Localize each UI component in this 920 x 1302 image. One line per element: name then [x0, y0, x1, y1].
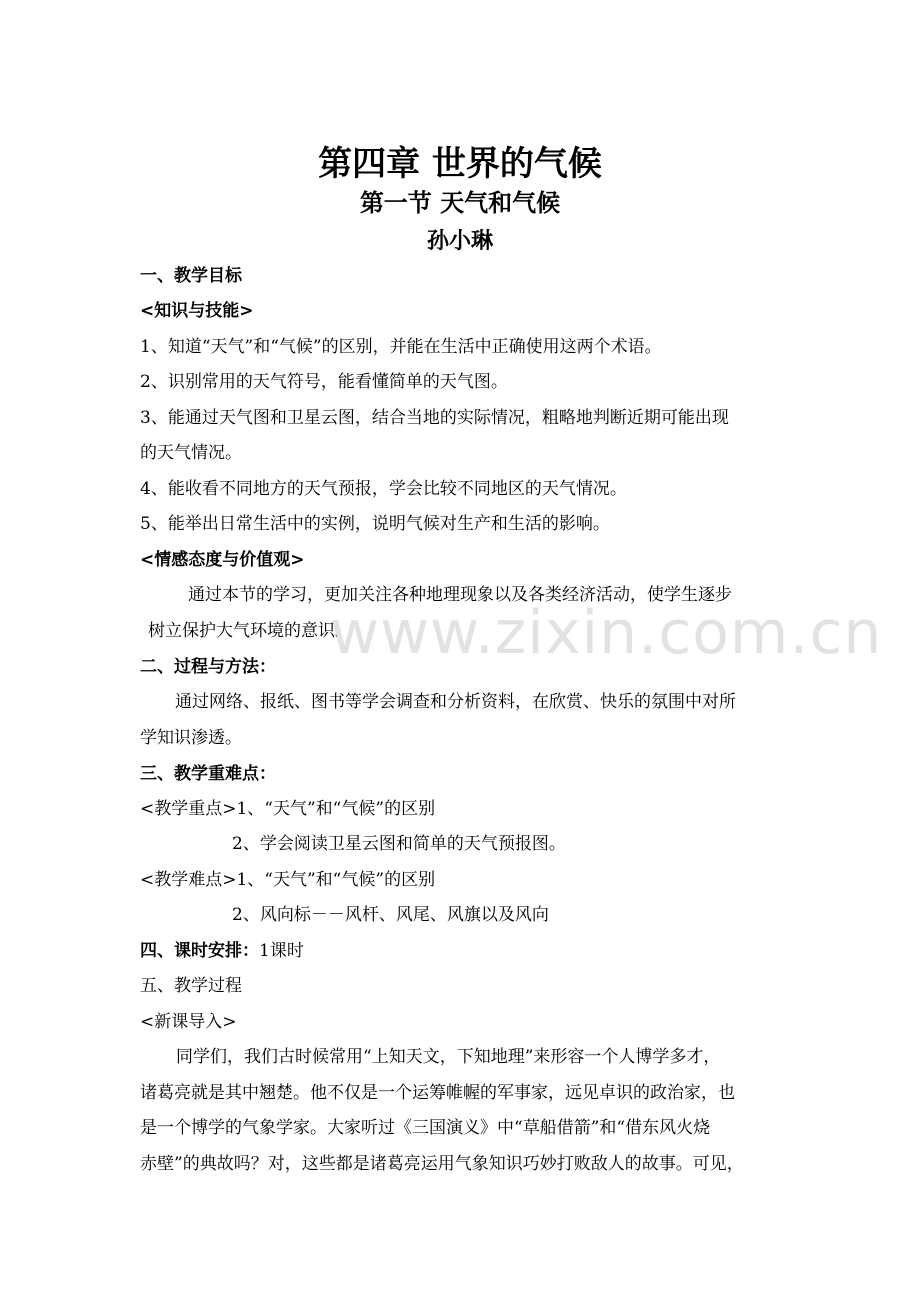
heading-teaching-process: 五、教学过程	[140, 976, 242, 996]
heading-knowledge-skills: <知识与技能>	[140, 301, 254, 321]
watermark: www.zixin.com.cn	[330, 598, 883, 668]
chapter-title: 第四章 世界的气候	[318, 144, 602, 184]
heading-class-hours: 四、课时安排：	[140, 941, 259, 961]
paragraph-line: 通过本节的学习，更加关注各种地理现象以及各类经济活动，使学生逐步	[188, 585, 732, 605]
class-hours-line	[140, 939, 304, 963]
paragraph-line: 是一个博学的气象学家。大家听过《三国演义》中“草船借箭”和“借东风火烧	[140, 1118, 711, 1138]
key-point-line: <教学重点>1、“天气”和“气候”的区别	[140, 799, 436, 819]
class-hours-value: 1课时	[259, 941, 304, 961]
knowledge-item: 3、能通过天气图和卫星云图，结合当地的实际情况，粗略地判断近期可能出现	[140, 408, 729, 428]
knowledge-item: 5、能举出日常生活中的实例，说明气候对生产和生活的影响。	[140, 514, 610, 534]
heading-key-difficult-points: 三、教学重难点：	[140, 764, 276, 784]
heading-process-methods: 二、过程与方法：	[140, 657, 276, 677]
paragraph-line: 学知识渗透。	[140, 728, 242, 748]
knowledge-item: 4、能收看不同地方的天气预报，学会比较不同地区的天气情况。	[140, 479, 627, 499]
difficult-point-line: <教学难点>1、“天气”和“气候”的区别	[140, 870, 436, 890]
paragraph-line: 通过网络、报纸、图书等学会调查和分析资料，在欣赏、快乐的氛围中对所	[175, 692, 736, 712]
knowledge-item: 的天气情况。	[140, 443, 242, 463]
knowledge-item: 1、知道“天气”和“气候”的区别，并能在生活中正确使用这两个术语。	[140, 337, 662, 357]
heading-emotion-values: <情感态度与价值观>	[140, 550, 305, 570]
paragraph-line: 赤壁”的典故吗？对，这些都是诸葛亮运用气象知识巧妙打败敌人的故事。可见，	[140, 1154, 744, 1174]
section-title: 第一节 天气和气候	[359, 188, 561, 217]
heading-teaching-goals: 一、教学目标	[140, 266, 242, 286]
heading-new-lesson-intro: <新课导入>	[140, 1012, 237, 1032]
paragraph-line: 树立保护大气环境的意识。	[148, 621, 352, 641]
author-name: 孙小琳	[426, 229, 493, 254]
knowledge-item: 2、识别常用的天气符号，能看懂简单的天气图。	[140, 372, 508, 392]
difficult-point-line: 2、风向标－－风杆、风尾、风旗以及风向	[232, 905, 549, 925]
paragraph-line: 诸葛亮就是其中翘楚。他不仅是一个运筹帷幄的军事家，远见卓识的政治家，也	[140, 1083, 735, 1103]
paragraph-line: 同学们，我们古时候常用“上知天文，下知地理”来形容一个人博学多才，	[176, 1047, 721, 1067]
key-point-line: 2、学会阅读卫星云图和简单的天气预报图。	[232, 834, 566, 854]
